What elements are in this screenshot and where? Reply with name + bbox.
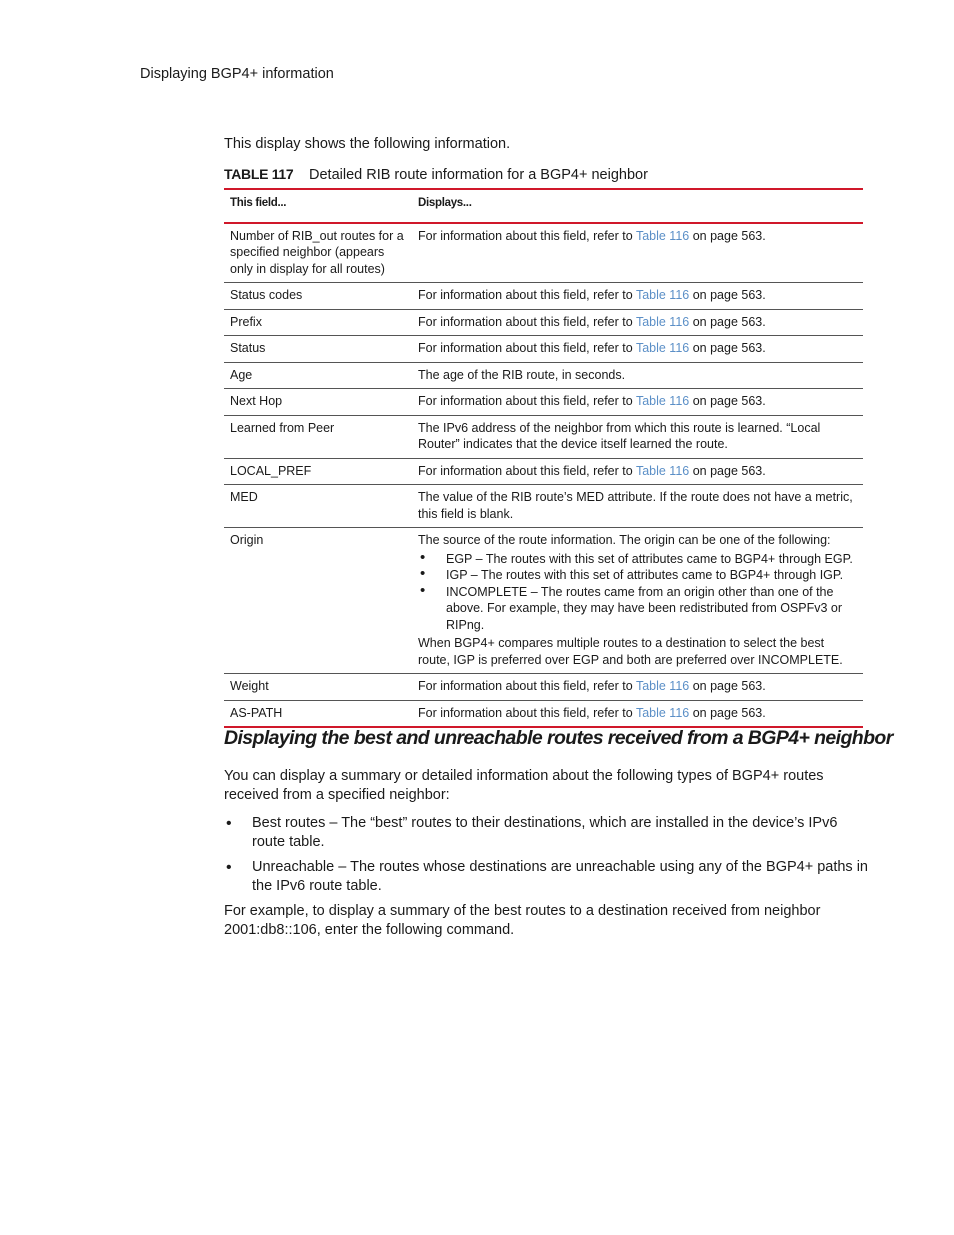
- field-cell: Weight: [224, 674, 412, 701]
- table-title: Detailed RIB route information for a BGP4+ neighbor: [309, 167, 648, 183]
- paragraph: For example, to display a summary of the best routes to a destination received from neighbor 2001:db8::106, enter the following command.: [224, 903, 821, 938]
- table-116-link[interactable]: Table 116: [635, 394, 690, 408]
- field-cell: Origin: [224, 528, 412, 674]
- field-cell: Number of RIB_out routes for a specified neighbor (appears only in display for all routes): [224, 223, 412, 283]
- list-item: • IGP – The routes with this set of attributes came to BGP4+ through IGP.: [418, 567, 857, 584]
- field-cell: Status codes: [224, 283, 412, 310]
- table-116-link[interactable]: Table 116: [635, 288, 690, 302]
- table-116-link[interactable]: Table 116: [635, 679, 690, 693]
- description-cell: For information about this field, refer to Table 116 on page 563.: [412, 674, 863, 701]
- description-cell: [412, 528, 863, 674]
- field-cell: Age: [224, 362, 412, 389]
- bullet-best-routes: [224, 814, 869, 852]
- list-item: • INCOMPLETE – The routes came from an origin other than one of the above. For example, they may have been redistributed from OSPFv3 or RIPng.: [418, 584, 857, 634]
- table-number: TABLE 117: [224, 166, 294, 182]
- description-cell: For information about this field, refer to Table 116 on page 563.: [412, 336, 863, 363]
- origin-outro: When BGP4+ compares multiple routes to a destination to select the best route, IGP is preferred over EGP and both are preferred over INCOMPLETE.: [418, 636, 843, 667]
- bullet-icon: •: [226, 815, 232, 832]
- description-cell: The age of the RIB route, in seconds.: [412, 362, 863, 389]
- table-116-link[interactable]: Table 116: [635, 314, 690, 329]
- table-116-link[interactable]: Table 116: [635, 341, 690, 355]
- section-heading: Displaying the best and unreachable routes received from a BGP4+ neighbor: [224, 727, 893, 749]
- field-cell: AS-PATH: [224, 700, 412, 727]
- paragraph: You can display a summary or detailed information about the following types of BGP4+ routes received from a specified neighbor:: [224, 768, 824, 803]
- table-row: [224, 700, 863, 727]
- description-cell: The value of the RIB route’s MED attribute. If the route does not have a metric, this field is blank.: [412, 485, 863, 528]
- intro-text: This display shows the following information.: [224, 136, 511, 152]
- description-cell: For information about this field, refer to Table 116 on page 563.: [412, 389, 863, 416]
- table-row: [224, 223, 863, 283]
- bullet-term: Best routes: [252, 815, 326, 831]
- section-body: [224, 767, 869, 940]
- table-row: [224, 458, 863, 485]
- field-cell: Learned from Peer: [224, 415, 412, 458]
- table-row: [224, 485, 863, 528]
- origin-list: [418, 551, 857, 634]
- bullet-icon: •: [226, 859, 232, 876]
- table-row: [224, 336, 863, 363]
- table-116-link[interactable]: Table 116: [635, 228, 690, 243]
- description-cell: For information about this field, refer to Table 116 on page 563.: [412, 283, 863, 310]
- field-cell: LOCAL_PREF: [224, 458, 412, 485]
- table-row: [224, 309, 863, 336]
- table-header-row: [224, 189, 863, 223]
- table-row: [224, 674, 863, 701]
- bullet-text: – The routes whose destinations are unreachable using any of the BGP4+ paths in the IPv6 route table.: [252, 859, 868, 894]
- header-displays: Displays...: [412, 189, 863, 223]
- header-field: This field...: [224, 189, 412, 223]
- description-cell: The IPv6 address of the neighbor from which this route is learned. “Local Router” indicates that the device itself learned the route.: [412, 415, 863, 458]
- bullet-unreachable: [224, 858, 869, 896]
- table-row: [224, 283, 863, 310]
- table-116-link[interactable]: Table 116: [635, 463, 690, 478]
- bullet-text: – The “best” routes to their destinations, which are installed in the device’s IPv6 route table.: [252, 815, 838, 850]
- running-head: Displaying BGP4+ information: [140, 66, 334, 82]
- table-row: [224, 389, 863, 416]
- description-cell: For information about this field, refer to Table 116 on page 563.: [412, 700, 863, 727]
- description-cell: For information about this field, refer to Table 116 on page 563.: [412, 458, 863, 485]
- bullet-term: Unreachable: [252, 859, 335, 875]
- field-cell: MED: [224, 485, 412, 528]
- field-cell: Prefix: [224, 309, 412, 336]
- description-cell: For information about this field, refer to Table 116 on page 563.: [412, 223, 863, 283]
- field-cell: Status: [224, 336, 412, 363]
- table-116-link[interactable]: Table 116: [635, 705, 690, 720]
- rib-route-info-table: [224, 188, 863, 728]
- list-item: • EGP – The routes with this set of attributes came to BGP4+ through EGP.: [418, 551, 857, 568]
- table-row: [224, 415, 863, 458]
- description-cell: For information about this field, refer to Table 116 on page 563.: [412, 309, 863, 336]
- table-row: [224, 362, 863, 389]
- table-caption: [224, 166, 648, 183]
- table-row: [224, 528, 863, 674]
- origin-intro: The source of the route information. The origin can be one of the following:: [418, 533, 831, 547]
- field-cell: Next Hop: [224, 389, 412, 416]
